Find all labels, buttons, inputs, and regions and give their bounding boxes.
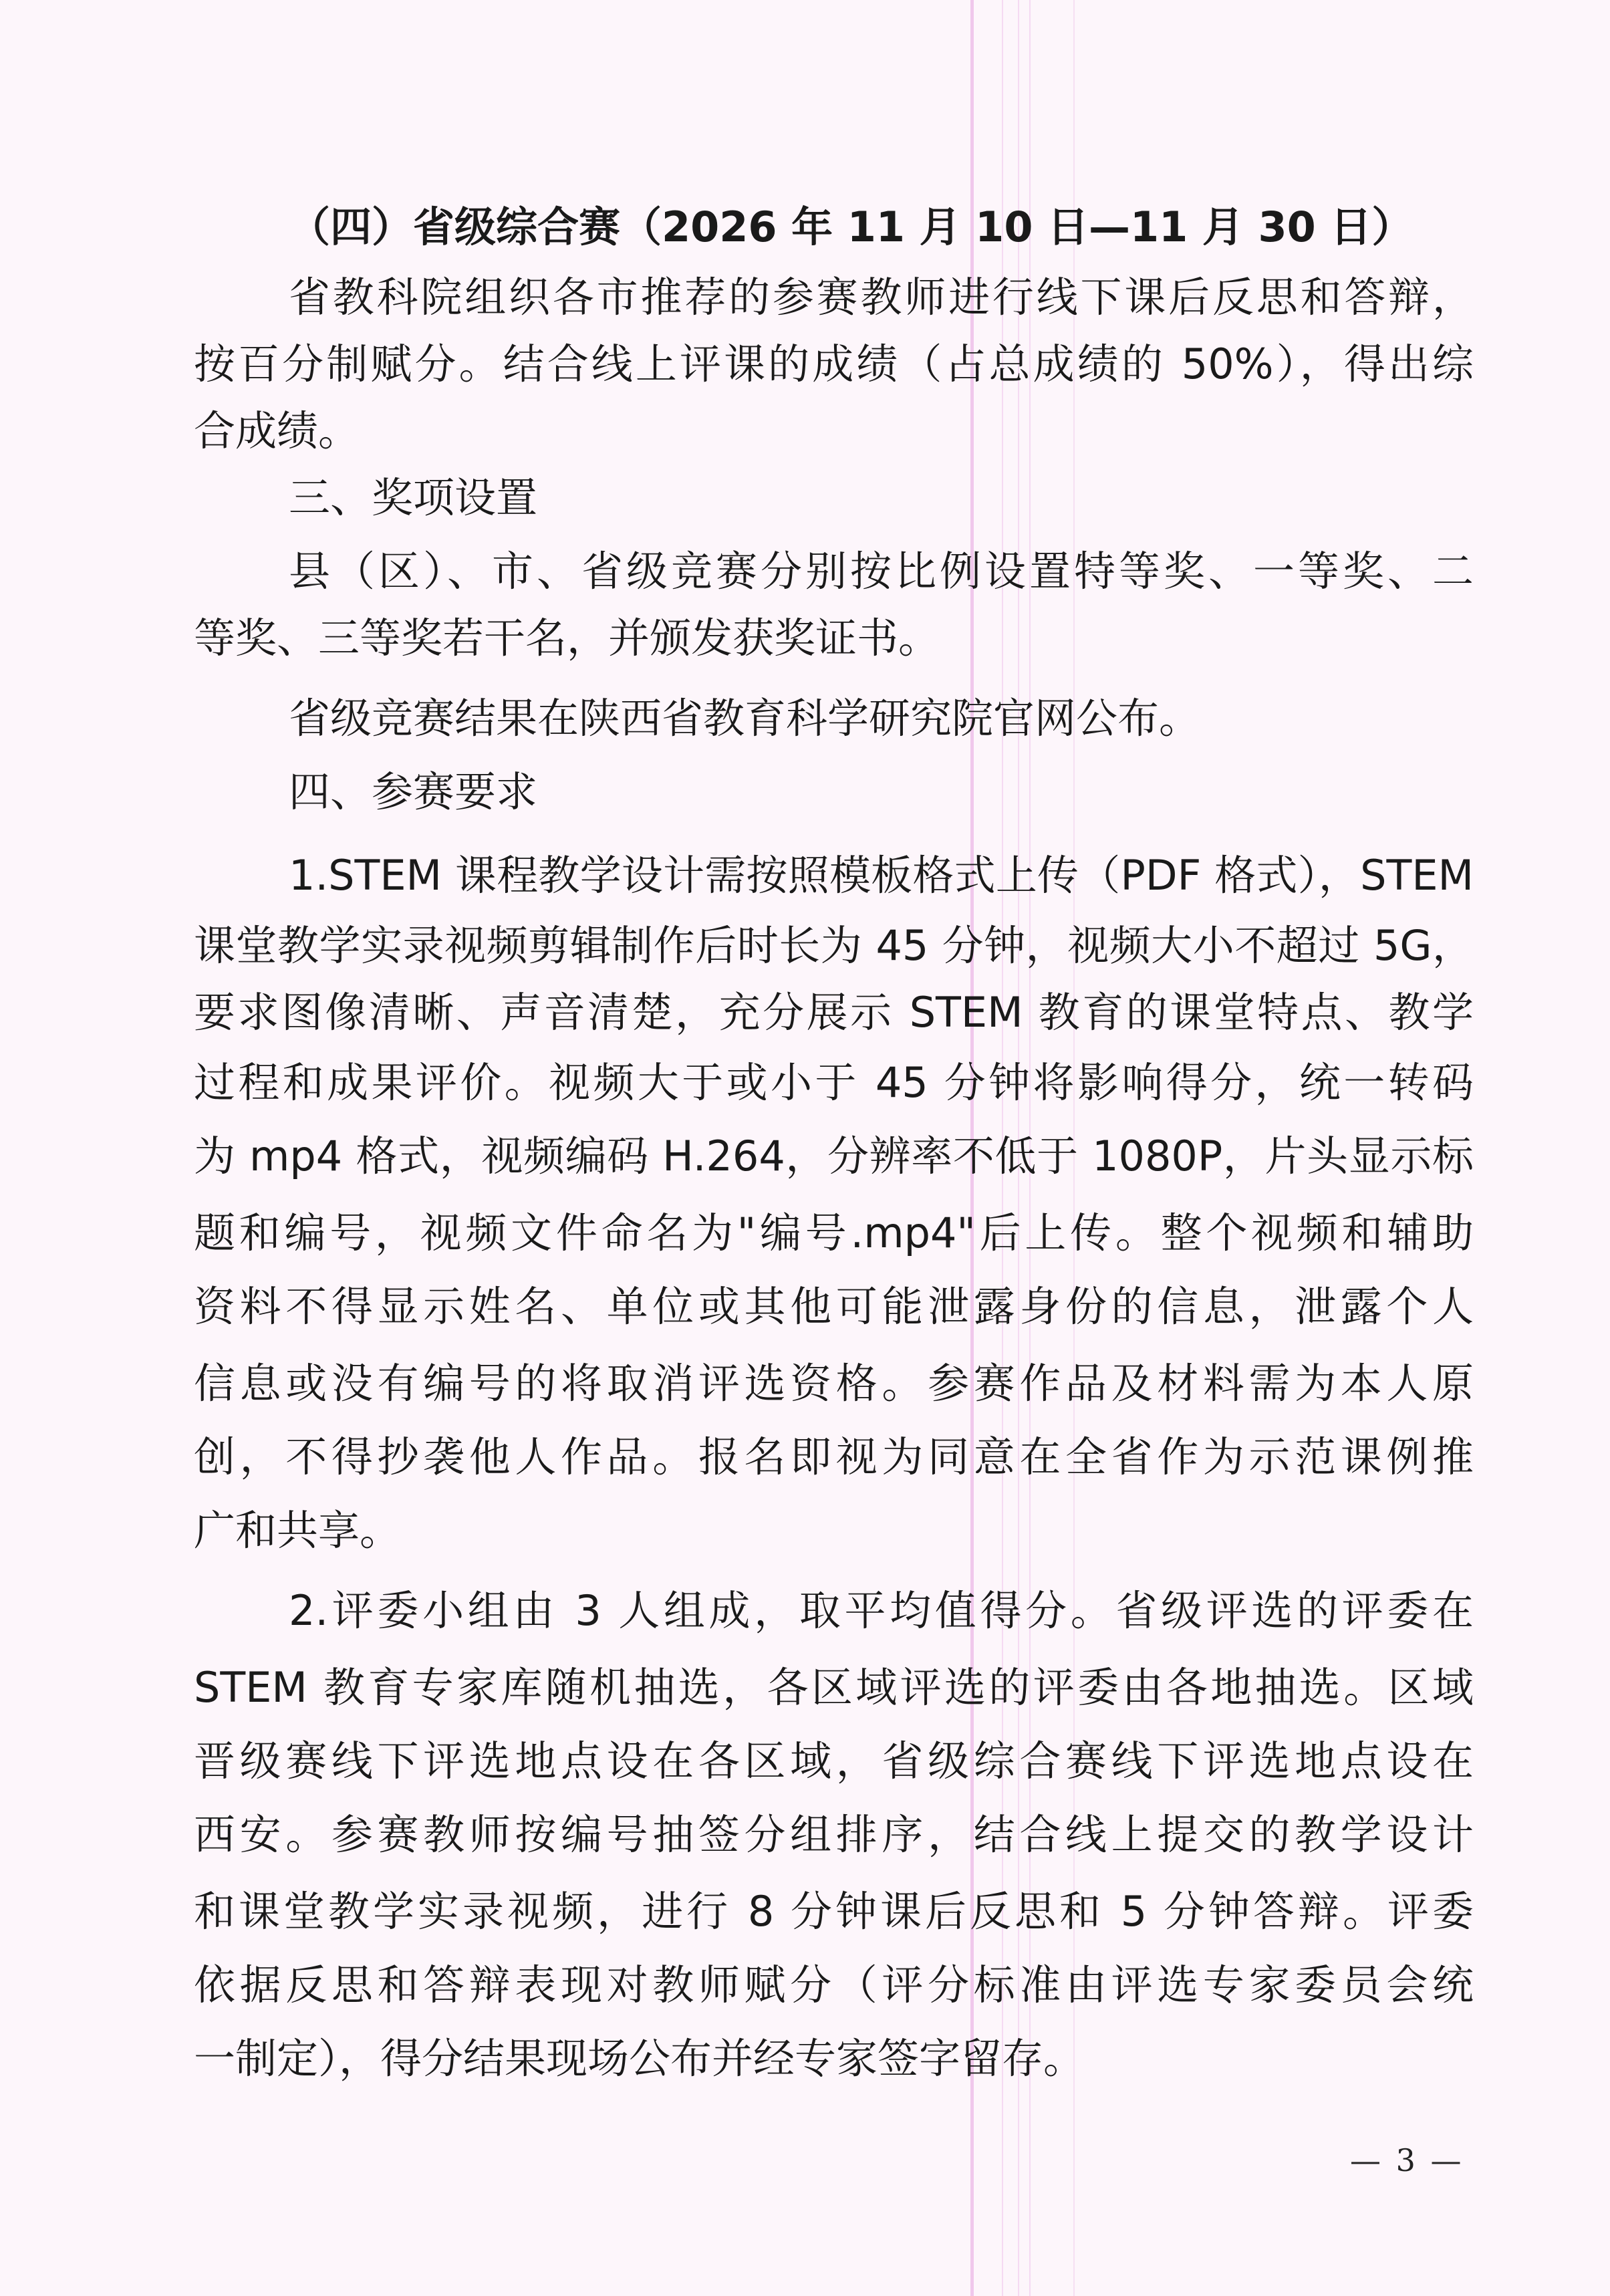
subsection-heading: （四）省级综合赛（2026 年 11 月 10 日—11 月 30 日） [289,203,1414,251]
section-heading: 三、奖项设置 [289,473,538,522]
paragraph-line: 广和共享。 [194,1506,402,1555]
paragraph-line: 等奖、三等奖若干名，并颁发获奖证书。 [194,614,940,662]
paragraph-line: 一制定），得分结果现场公布并经专家签字留存。 [194,2034,1085,2083]
paragraph-line: STEM 教育专家库随机抽选，各区域评选的评委由各地抽选。区域 [194,1663,1474,1712]
paragraph-line: 为 mp4 格式，视频编码 H.264，分辨率不低于 1080P，片头显示标 [194,1132,1474,1180]
paragraph-line: 1.STEM 课程教学设计需按照模板格式上传（PDF 格式），STEM [289,851,1474,900]
paragraph-line: 晋级赛线下评选地点设在各区域，省级综合赛线下评选地点设在 [194,1737,1474,1785]
paragraph-line: 过程和成果评价。视频大于或小于 45 分钟将影响得分，统一转码 [194,1058,1474,1107]
paragraph-line: 省级竞赛结果在陕西省教育科学研究院官网公布。 [289,694,1201,743]
paragraph-line: 和课堂教学实录视频，进行 8 分钟课后反思和 5 分钟答辩。评委 [194,1887,1474,1936]
paragraph-line: 西安。参赛教师按编号抽签分组排序，结合线上提交的教学设计 [194,1810,1474,1859]
paragraph-line: 创，不得抄袭他人作品。报名即视为同意在全省作为示范课例推 [194,1432,1474,1481]
paragraph-line: 要求图像清晰、声音清楚，充分展示 STEM 教育的课堂特点、教学 [194,988,1474,1037]
paragraph-line: 合成绩。 [194,406,360,455]
paragraph-line: 2.评委小组由 3 人组成，取平均值得分。省级评选的评委在 [289,1586,1474,1635]
paragraph-line: 省教科院组织各市推荐的参赛教师进行线下课后反思和答辩， [289,273,1474,322]
paragraph-line: 课堂教学实录视频剪辑制作后时长为 45 分钟，视频大小不超过 5G， [194,921,1474,970]
section-heading: 四、参赛要求 [289,767,538,816]
paragraph-line: 信息或没有编号的将取消评选资格。参赛作品及材料需为本人原 [194,1359,1474,1408]
paragraph-line: 县（区）、市、省级竞赛分别按比例设置特等奖、一等奖、二 [289,547,1474,596]
paragraph-line: 按百分制赋分。结合线上评课的成绩（占总成绩的 50%），得出综 [194,340,1474,388]
paragraph-line: 资料不得显示姓名、单位或其他可能泄露身份的信息，泄露个人 [194,1282,1474,1331]
paragraph-line: 依据反思和答辩表现对教师赋分（评分标准由评选专家委员会统 [194,1960,1474,2009]
page-number: — 3 — [1350,2142,1464,2178]
paragraph-line: 题和编号，视频文件命名为"编号.mp4"后上传。整个视频和辅助 [194,1208,1474,1257]
